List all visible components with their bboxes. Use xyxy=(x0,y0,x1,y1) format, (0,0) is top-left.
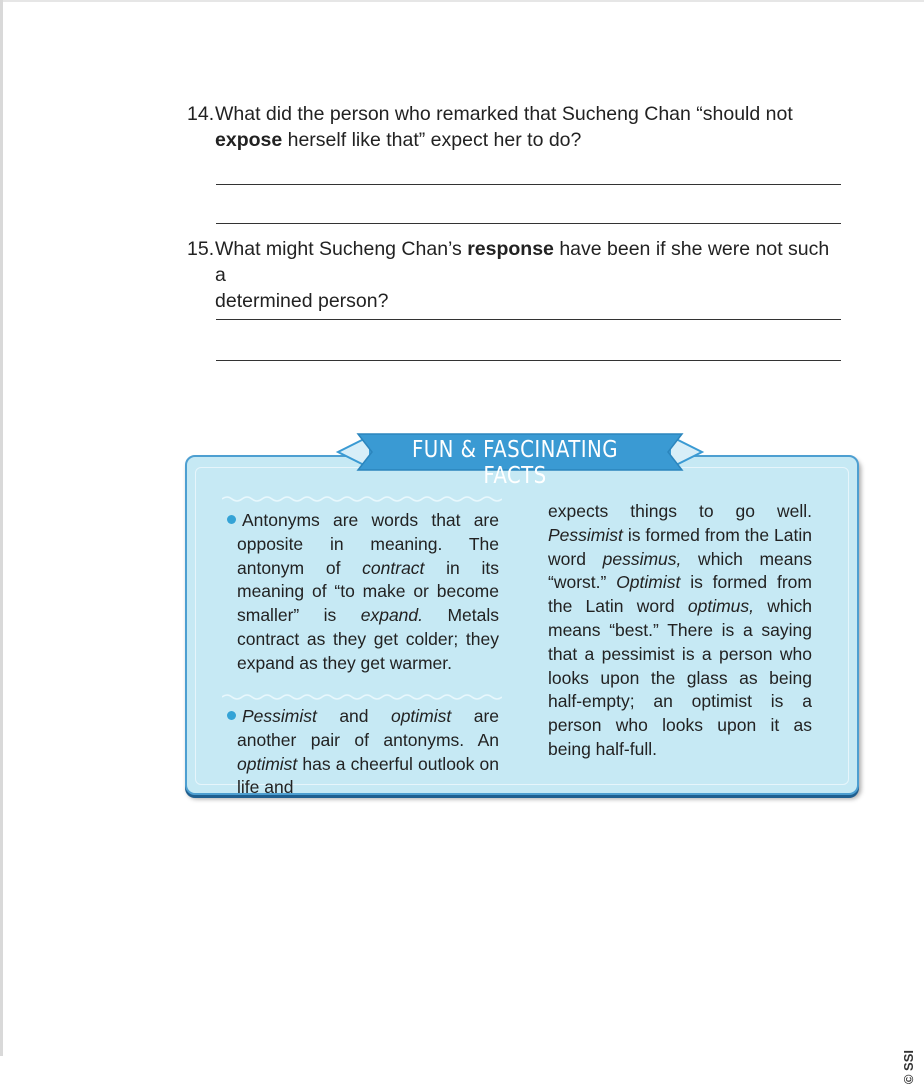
fun-facts-title: FUN & FASCINATING FACTS xyxy=(411,437,619,489)
fact-pessimist-optimist-continued: expects things to go well. Pessimist is formed from the Latin word pessimus, which means “worst.” Optimist is formed from the Latin word optimus, which means “best.” There is a saying that a pessimist is a person who looks upon the glass as being half-empty; an optimist is a person who looks upon it as being half-full. xyxy=(548,501,812,759)
fun-facts-banner xyxy=(330,430,710,489)
answer-line[interactable] xyxy=(216,184,841,185)
wavy-divider xyxy=(222,494,502,504)
bullet-icon xyxy=(227,515,236,524)
wavy-divider xyxy=(222,692,502,702)
page-top-edge xyxy=(0,0,924,2)
answer-line[interactable] xyxy=(216,360,841,361)
answer-line[interactable] xyxy=(216,223,841,224)
fact-antonyms: Antonyms are words that are opposite in meaning. The antonym of contract in its meaning of “to make or become smaller” is expand. Metals contract as they get colder; they expand as they get warmer. xyxy=(227,509,499,676)
question-15 xyxy=(187,236,837,314)
answer-line[interactable] xyxy=(216,319,841,320)
question-14 xyxy=(187,101,837,153)
copyright-notice: © SSI xyxy=(901,1050,916,1084)
fact-pessimist-optimist: Pessimist and optimist are another pair of antonyms. An optimist has a cheerful outlook on life and xyxy=(227,705,499,800)
vocab-word-response: response xyxy=(467,238,554,260)
page-left-edge xyxy=(0,0,3,1056)
bullet-icon xyxy=(227,711,236,720)
question-text: What did the person who remarked that Sucheng Chan “should not expose herself like that” expect her to do? xyxy=(215,103,793,151)
question-text: What might Sucheng Chan’s response have been if she were not such a determined person? xyxy=(215,238,830,312)
question-number: 15. xyxy=(187,238,215,260)
question-number: 14. xyxy=(187,103,215,125)
vocab-word-expose: expose xyxy=(215,129,283,151)
